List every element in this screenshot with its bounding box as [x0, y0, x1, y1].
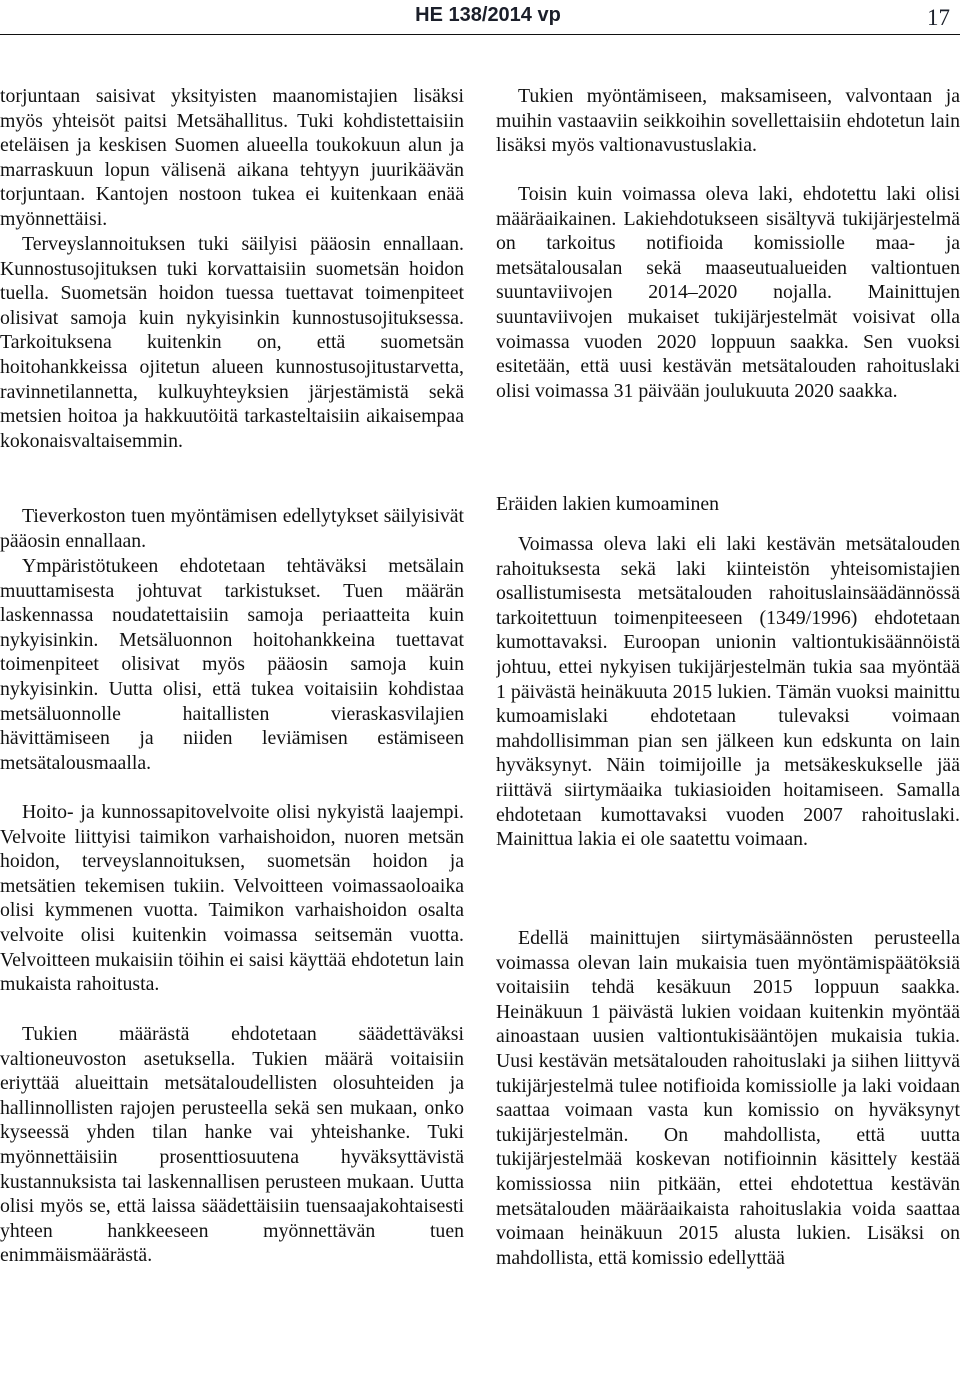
right-column: [496, 84, 960, 1396]
paragraph: Edellä mainittujen siirtymäsäännösten perusteella voimassa olevan lain mukaisia tuen myöntämispäätöksiä voitaisiin tehdä kesäkuun 2015 loppuun saakka. Heinäkuun 1 päivästä lukien voidaan kuitenkin myöntää ainoastaan uusien valtiontukisääntöjen mukaisia tukia. Uusi kestävän metsätalouden rahoituslaki ja siihen liittyvä tukijärjestelmä tulee notifioida komissiolle ja laki voidaan saattaa voimaan vasta kun komissio on hyväksynyt tukijärjestelmän. On mahdollista, että uutta tukijärjestelmää koskevan notifioinnin käsittely kestää komissiossa niin pitkään, ettei ehdotettua kestävän metsätalouden määräaikaista rahoituslakia voida saattaa voimaan heinäkuun 2015 alusta lukien. Lisäksi on mahdollista, että komissio edellyttää: [496, 927, 960, 1269]
paragraph: Ympäristötukeen ehdotetaan tehtäväksi metsälain muuttamisesta johtuvat tarkistukset. Tuen määrän laskennassa noudatettaisiin samoja periaatteita kuin nykyisinkin. Metsäluonnon hoitohankkeina tuettavat toimenpiteet olisivat myös pääosin samoja kuin nykyisinkin. Uutta olisi, että tukea voitaisiin kohdistaa metsäluonnolle haitallisten vieraskasvilajien hävittämiseen ja niiden leviämisen estämiseen metsätalousmaalla.: [0, 555, 464, 774]
paragraph: torjuntaan saisivat yksityisten maanomistajien lisäksi myös yhteisöt paitsi Metsähallitus. Tuki kohdistettaisiin eteläisen ja keskisen Suomen alueella toukokuun alun ja marraskuun lopun välisenä aikana tehtyyn juurikäävän torjuntaan. Kantojen nostoon tukea ei kuitenkaan enää myönnettäisi.: [0, 85, 464, 230]
page-header: [0, 0, 960, 36]
section-heading: Eräiden lakien kumoaminen: [496, 493, 720, 515]
left-column: [0, 84, 464, 1396]
paragraph: Terveyslannoituksen tuki säilyisi pääosin ennallaan. Kunnostusojituksen tuki korvattaisiin suometsän hoidon tuella. Suometsän hoidon tuessa tuettavat toimenpiteet olisivat samoja kuin nykyisinkin kunnostusojituksessa. Tarkoituksena kuitenkin on, että suometsän hoitohankkeissa ojitetun alueen kunnostusojitustarvetta, ravinnetilannetta, kulkuyhteyksien järjestämistä sekä metsien hoitoa ja hakkuutöitä tarkasteltaisiin aikaisempaa kokonaisvaltaisemmin.: [0, 233, 464, 452]
paragraph: Tieverkoston tuen myöntämisen edellytykset säilyisivät pääosin ennallaan.: [0, 505, 464, 552]
header-rule: [0, 34, 960, 35]
section-spacer: [496, 516, 960, 532]
document-id: HE 138/2014 vp: [415, 4, 561, 26]
paragraph: Hoito- ja kunnossapitovelvoite olisi nykyistä laajempi. Velvoite liittyisi taimikon varhaishoidon, nuoren metsän hoidon, terveyslannoituksen, suometsän hoidon ja metsätien tekemisen tukiin. Velvoitteen voimassaoloaika olisi kymmenen vuotta. Taimikon varhaishoidon osalta velvoite olisi kuitenkin voimassa seitsemän vuotta. Velvoitteen mukaisiin töihin ei saisi käyttää ehdotetun lain mukaista rahoitusta.: [0, 801, 464, 996]
paragraph: Tukien määrästä ehdotetaan säädettäväksi valtioneuvoston asetuksella. Tukien määrä voitaisiin eriyttää alueittain metsätaloudellisten olosuhteiden ja hallinnollisten rajojen perusteella sekä sen mukaan, onko kyseessä yhden tilan hanke vai yhteishanke. Tuki myönnettäisiin prosenttiosuutena hyväksyttävistä kustannuksista tai laskennallisen perusteen mukaan. Uutta olisi myös se, että laissa säädettäisiin tuensaajakohtaisesti yhteen hankkeeseen myönnettävän tuen enimmäismäärästä.: [0, 1023, 464, 1267]
section-spacer: [496, 454, 960, 492]
paragraph: Toisin kuin voimassa oleva laki, ehdotettu laki olisi määräaikainen. Lakiehdotukseen sisältyvä tukijärjestelmä on tarkoitus notifioida komissiolle maa- ja metsätalousalan sekä maaseutualueiden valtiontuen suuntaviivojen 2014–2020 nojalla. Mainittujen suuntaviivojen mukaiset tukijärjestelmät voisivat olla voimassa vuoden 2020 loppuun saakka. Sen vuoksi esitetään, että uusi kestävän metsätalouden rahoituslaki olisi voimassa 31 päivään joulukuuta 2020 saakka.: [496, 183, 960, 402]
paragraph: Tukien myöntämiseen, maksamiseen, valvontaan ja muihin vastaaviin seikkoihin sovellettaisiin ehdotetun lain lisäksi myös valtionavustuslakia.: [496, 85, 960, 157]
paragraph: Voimassa oleva laki eli laki kestävän metsätalouden rahoituksesta sekä laki kiinteistön yhteisomistajien osallistumisesta metsätalouden rahoituslainsäädännössä tarkoitettuun toimenpiteeseen (1349/1996) ehdotetaan kumottavaksi. Euroopan unionin valtiontukisäännöistä johtuu, ettei nykyisen tukijärjestelmän tukia saa myöntää 1 päivästä heinäkuuta 2015 lukien. Tämän vuoksi mainittu kumoamislaki ehdotetaan tulevaksi voimaan mahdollisimman pian sen jälkeen kun edskunta on lain hyväksynyt. Näin toimijoille ja metsäkeskukselle jää riittävä siirtymäaika tukiasioiden hoitamiseen. Samalla ehdotetaan kumottavaksi vuoden 2007 rahoituslaki. Mainittua lakia ei ole saatettu voimaan.: [496, 533, 960, 851]
page-number: 17: [927, 5, 950, 30]
